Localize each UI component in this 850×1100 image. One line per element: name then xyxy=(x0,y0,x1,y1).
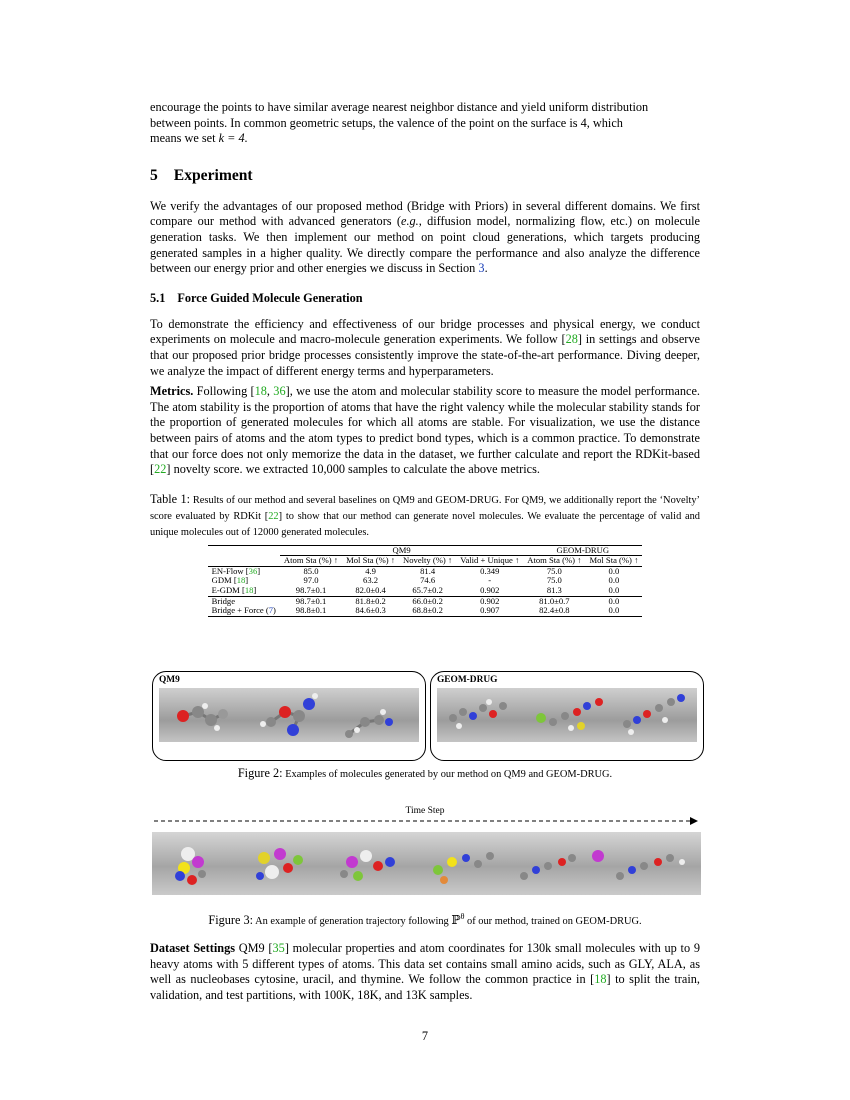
citation-link[interactable]: 22 xyxy=(268,510,279,522)
citation-link[interactable]: 36 xyxy=(273,384,286,399)
figure2-caption: Figure 2: Examples of molecules generated by our method on QM9 and GEOM-DRUG. xyxy=(237,766,613,780)
intro-paragraph: encourage the points to have similar average nearest neighbor distance and yield uniform distribution between points. In common geometric setups, the valence of the point on the surface is 4, which means we set k = 4. xyxy=(150,100,649,146)
citation-link[interactable]: 28 xyxy=(565,332,578,347)
table-col-header: Mol Sta (%) ↑ xyxy=(589,555,639,566)
math-k: k = 4. xyxy=(218,131,248,146)
table-row: GDM [18] 97.0 63.2 74.6 - 75.0 0.0 xyxy=(211,575,620,586)
citation-link[interactable]: 22 xyxy=(154,462,167,477)
figure3-axis-label: Time Step xyxy=(405,806,445,816)
table-col-header: Valid + Unique ↑ xyxy=(460,555,520,566)
experiment-paragraph: We verify the advantages of our proposed method (Bridge with Priors) in several different domains. We first compare our method with advanced generators (e.g., diffusion model, normalizing flow, etc.) on molecule generation tasks. We then implement our method on point cloud generations, which targets producing generated samples in a higher quality. We directly compare the performance and also analyze the difference between our energy prior and other energies we discuss in Section 3. xyxy=(150,198,700,276)
section-link[interactable]: 3 xyxy=(478,261,485,276)
trajectory-strip xyxy=(152,832,701,895)
table-caption: Table 1: Results of our method and several baselines on QM9 and GEOM-DRUG. For QM9, we additionally report the ‘Novelty’ score evaluated by RDKit [22] to show that our method can generate novel molecules. We evaluate the percentage of valid and unique molecules out of 12000 generated molecules. xyxy=(150,491,700,538)
figure2-label-qm9: QM9 xyxy=(159,675,180,685)
dataset-paragraph: Dataset Settings QM9 [35] molecular properties and atom coordinates for 130k small molecules with up to 9 heavy atoms with 5 different types of atoms. This data set contains small amino acids, such as GLY, ALA, as well as nucleobases cytosine, uracil, and thymine. We follow the common practice in [18] to split the train, validation, and test partitions, with 100K, 18K, and 13K samples. xyxy=(150,941,700,1002)
citation-link[interactable]: 35 xyxy=(272,941,285,955)
qm9-molecules-image xyxy=(153,672,425,760)
page-number: 7 xyxy=(421,1029,429,1043)
citation-link[interactable]: 18 xyxy=(254,384,267,399)
table-col-header: Atom Sta (%) ↑ xyxy=(527,555,582,566)
table-row: EN-Flow [36] 85.0 4.9 81.4 0.349 75.0 0.0 xyxy=(211,565,620,576)
results-table xyxy=(208,545,643,617)
subsection-heading: 5.1 Force Guided Molecule Generation xyxy=(150,290,363,305)
figure3-caption: Figure 3: An example of generation trajectory following ℙ$^\theta$ of our method, trained on GEOM-DRUG. xyxy=(208,912,642,928)
page-body xyxy=(150,98,700,617)
geom-molecules-image xyxy=(431,672,703,760)
section-heading: 5 Experiment xyxy=(150,166,253,184)
table-row: Bridge + Force (7) 98.8±0.1 84.6±0.3 68.8±0.2 0.907 82.4±0.8 0.0 xyxy=(208,606,643,616)
citation-link[interactable]: 18 xyxy=(594,972,607,987)
time-step-arrow xyxy=(152,815,702,827)
figure2-qm9-panel xyxy=(152,671,426,761)
trajectory-molecules-image xyxy=(152,832,701,895)
table-group-qm9: QM9 xyxy=(280,545,523,556)
subsection-paragraph: To demonstrate the efficiency and effectiveness of our bridge processes and physical energy, we conduct experiments on molecule and macro-molecule generation experiments. We follow [28] in settings and observe that our proposed prior bridge processes consistently improve the state-of-the-art performance. Diving deeper, we analyze the impact of different energy terms and hyperparameters. xyxy=(150,316,700,378)
table-group-geom: GEOM-DRUG xyxy=(523,545,642,556)
metrics-paragraph: Metrics. Following [18, 36], we use the atom and molecular stability score to measure the model performance. The atom stability is the proportion of atoms that have the right valency while the molecular stability stands for the proportion of generated molecules for which all atoms are stable. For visualization, we use the distance between pairs of atoms and the atom types to predict bond types, which is a common practice. To demonstrate that our force does not only memorize the data in the dataset, we further calculate and report the RDKit-based [22] novelty score. we extracted 10,000 samples to calculate the above metrics. xyxy=(150,384,700,477)
table-row: E-GDM [18] 98.7±0.1 82.0±0.4 65.7±0.2 0.902 81.3 0.0 xyxy=(208,586,643,596)
table-col-header: Atom Sta (%) ↑ xyxy=(283,555,339,566)
table-row: Bridge 98.7±0.1 81.8±0.2 66.0±0.2 0.902 81.0±0.7 0.0 xyxy=(211,595,620,606)
table-col-header: Mol Sta (%) ↑ xyxy=(346,555,396,566)
figure2-label-geom: GEOM-DRUG xyxy=(437,675,498,685)
figure2-geom-panel xyxy=(430,671,704,761)
table-col-header: Novelty (%) ↑ xyxy=(403,555,453,566)
